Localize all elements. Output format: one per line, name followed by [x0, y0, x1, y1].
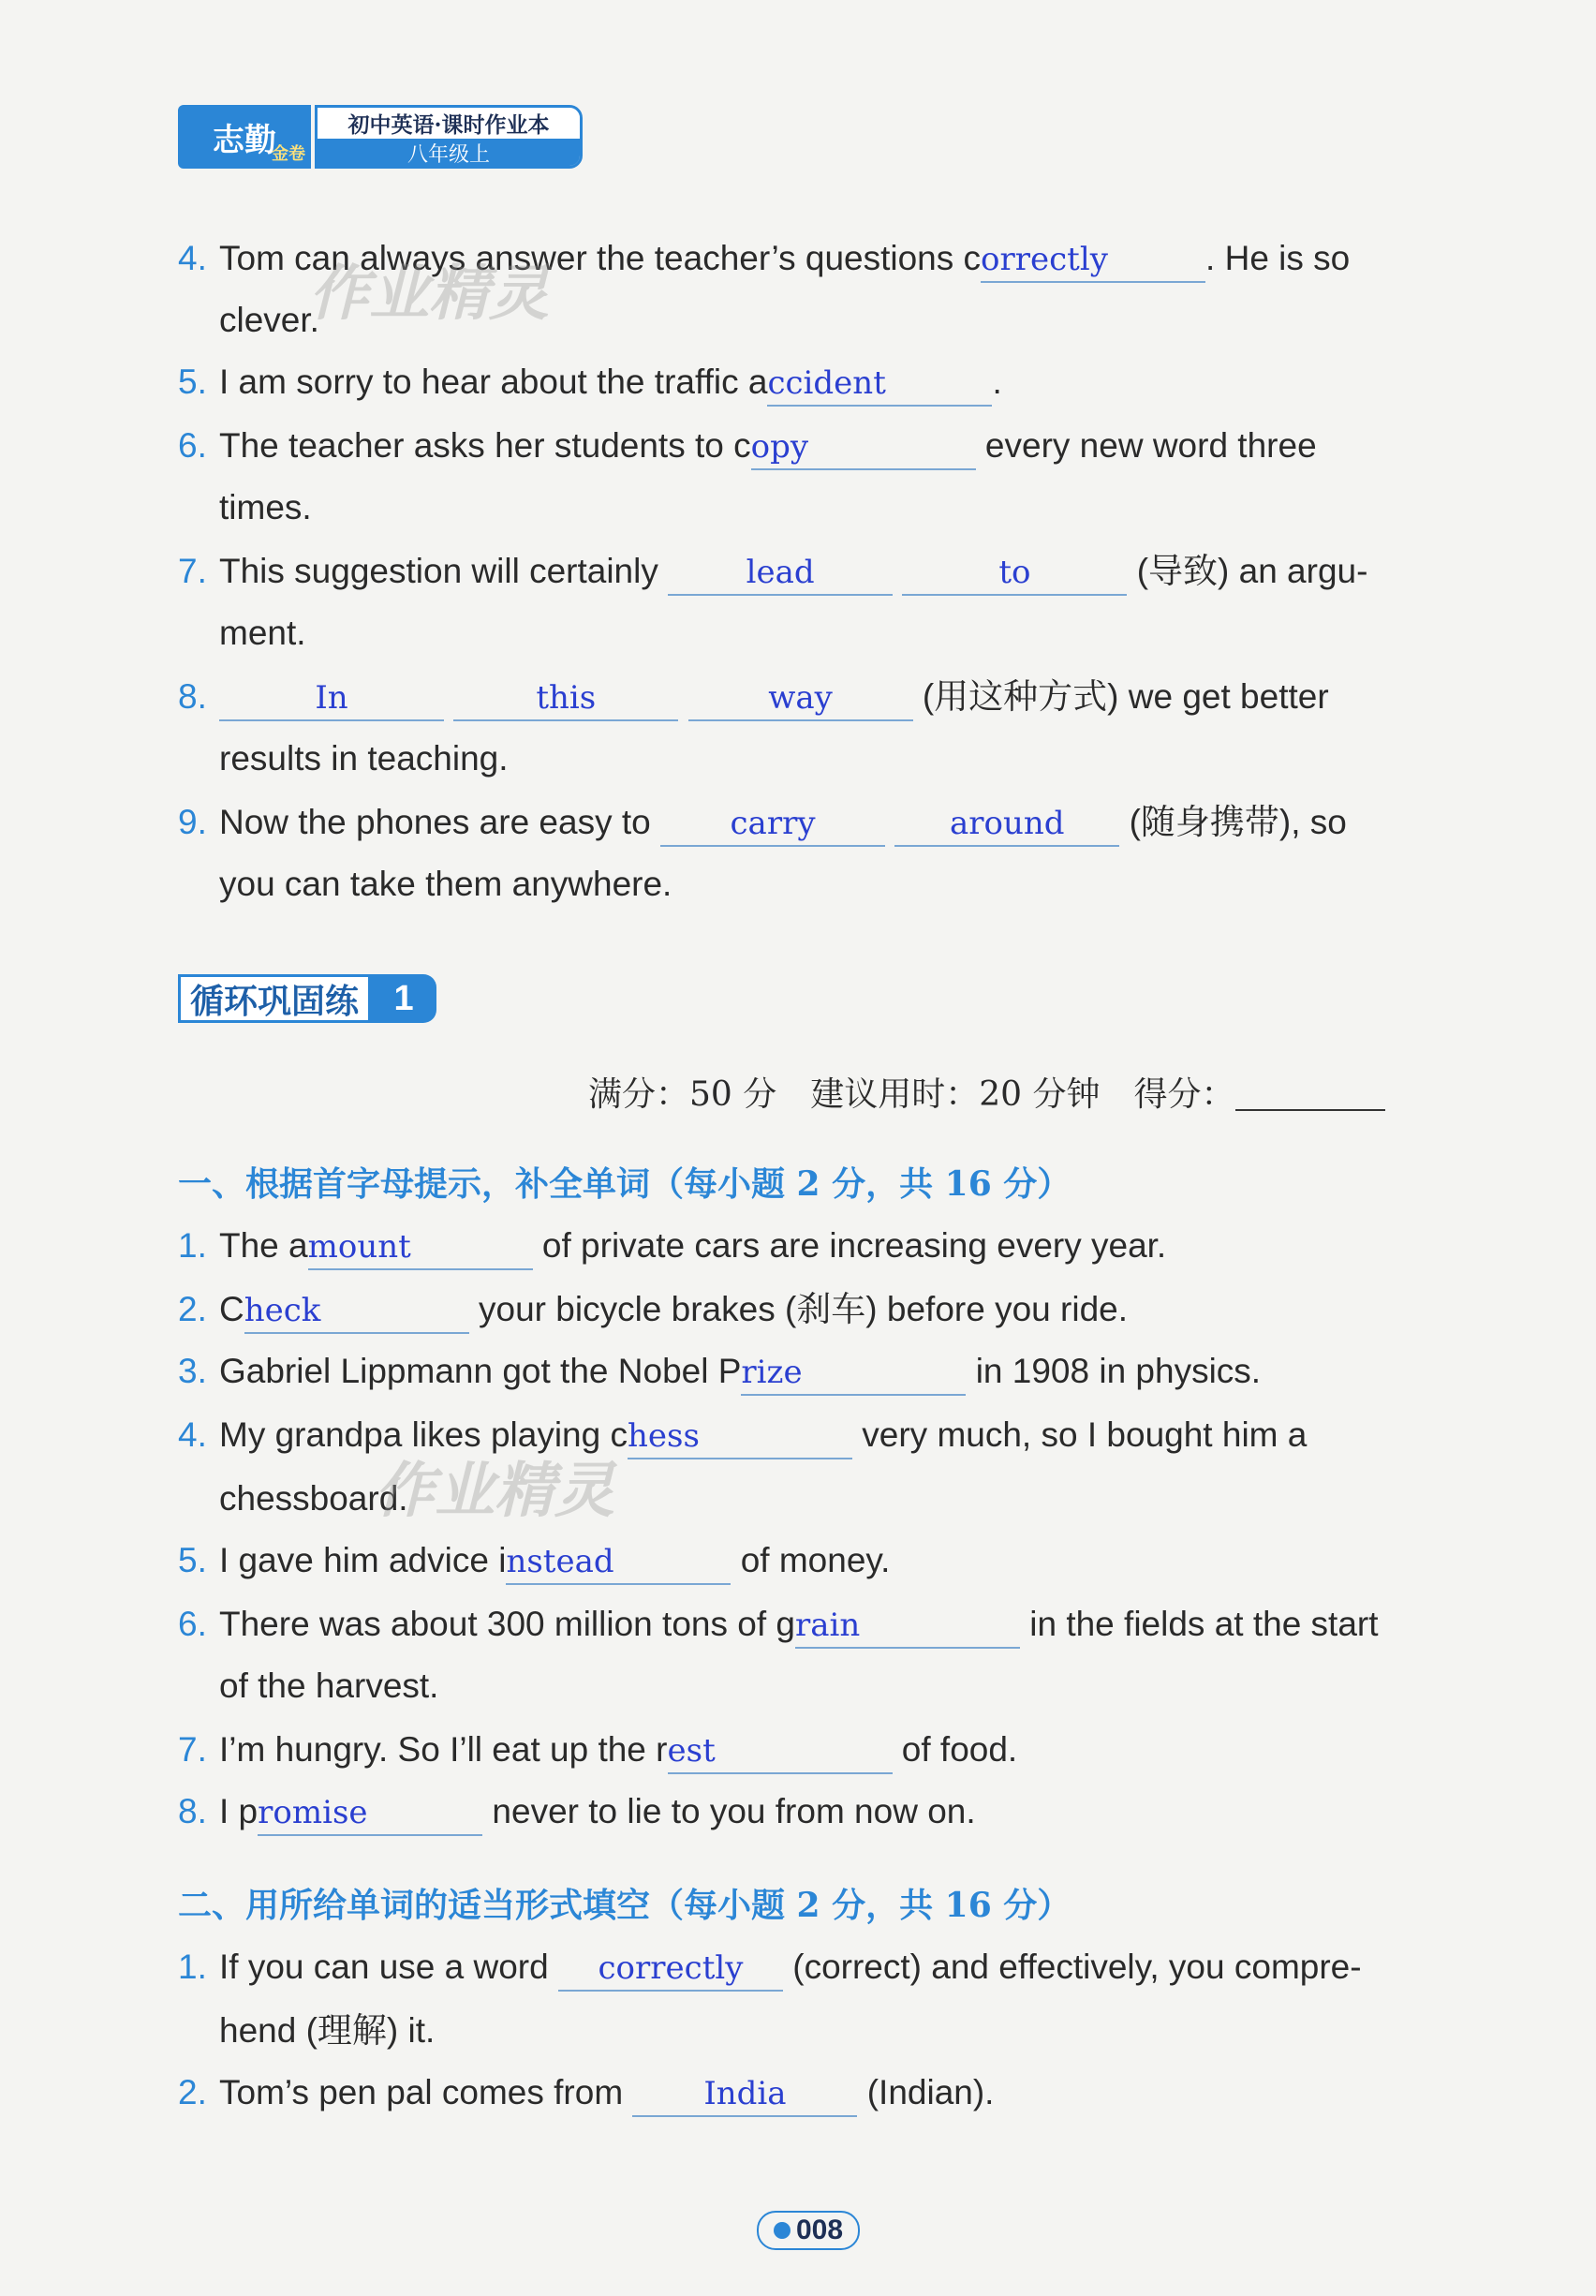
- question-text: I p: [219, 1792, 259, 1830]
- answer-blank: [667, 1732, 893, 1774]
- question-text: Now the phones are easy to: [219, 803, 651, 841]
- question-text: (随身携带), so: [1129, 803, 1347, 841]
- answer: rize: [741, 1354, 803, 1391]
- answer-blank: [750, 428, 976, 470]
- answer-blank: [307, 1228, 533, 1270]
- question-continuation: clever.: [219, 301, 319, 339]
- answer-blank: [453, 679, 678, 721]
- answer: nstead: [506, 1543, 614, 1580]
- question-text: If you can use a word: [219, 1948, 549, 1986]
- page-number: [757, 2211, 860, 2250]
- answer: heck: [244, 1292, 321, 1329]
- answer: India: [703, 2075, 787, 2112]
- question-continuation: chessboard.: [219, 1479, 408, 1518]
- question-text: Tom can always answer the teacher’s questions c: [219, 239, 982, 277]
- answer-blank: [741, 1356, 966, 1396]
- answer: In: [315, 679, 348, 717]
- question-text: (用这种方式) we get better: [922, 677, 1329, 716]
- question-text: of food.: [901, 1730, 1018, 1769]
- answer-blank: [981, 241, 1205, 283]
- question-continuation: you can take them anywhere.: [219, 865, 672, 903]
- page-number-text: 008: [795, 2215, 844, 2245]
- question-a6: [178, 425, 1317, 470]
- answer: lead: [746, 554, 815, 591]
- question-continuation: results in teaching.: [219, 739, 509, 778]
- question-number: 1.: [178, 1226, 207, 1265]
- question-b2: [178, 1289, 1128, 1334]
- watermark: 作业精灵: [309, 259, 549, 327]
- question-text: of private cars are increasing every year.: [541, 1226, 1167, 1265]
- score-blank[interactable]: [1235, 1072, 1385, 1111]
- question-c2: [178, 2072, 994, 2117]
- question-text: Tom’s pen pal comes from: [219, 2073, 624, 2111]
- question-text: your bicycle brakes (刹车) before you ride.: [479, 1290, 1129, 1328]
- question-c1: [178, 1947, 1362, 1992]
- question-text: Gabriel Lippmann got the Nobel P: [219, 1352, 742, 1390]
- question-b4: [178, 1415, 1307, 1459]
- score-line: [588, 1068, 1385, 1116]
- question-text: C: [219, 1290, 244, 1328]
- question-text: . He is so: [1205, 239, 1351, 277]
- answer: mount: [307, 1228, 411, 1266]
- question-b5: [178, 1540, 890, 1585]
- question-continuation: ment.: [219, 614, 306, 652]
- question-number: 4.: [178, 1415, 207, 1454]
- question-text: in the fields at the start: [1029, 1605, 1379, 1643]
- section-number: 1: [371, 974, 436, 1023]
- question-a9: [178, 802, 1347, 847]
- watermark: 作业精灵: [375, 1457, 614, 1524]
- page-dot: [774, 2222, 791, 2239]
- answer: est: [667, 1732, 716, 1770]
- answer-blank: [558, 1949, 783, 1992]
- question-text: The a: [219, 1226, 308, 1265]
- question-text: of money.: [740, 1541, 891, 1579]
- answer: romise: [258, 1794, 368, 1831]
- question-b3: [178, 1351, 1261, 1396]
- question-number: 9.: [178, 803, 207, 841]
- answer: way: [768, 679, 833, 717]
- answer-blank: [688, 679, 913, 721]
- book-grade: 八年级上: [318, 139, 580, 168]
- answer: hess: [628, 1417, 700, 1455]
- book-title: 初中英语·课时作业本: [318, 108, 580, 139]
- answer-blank: [795, 1609, 1020, 1649]
- answer-blank: [219, 679, 444, 721]
- question-number: 8.: [178, 677, 207, 716]
- answer-blank: [668, 556, 893, 596]
- section-title: 循环巩固练: [178, 974, 371, 1023]
- answer-blank: [660, 807, 885, 847]
- question-continuation: of the harvest.: [219, 1666, 439, 1705]
- question-b1: [178, 1225, 1166, 1270]
- question-text: very much, so I bought him a: [862, 1415, 1308, 1454]
- question-a7: [178, 551, 1367, 596]
- question-number: 1.: [178, 1948, 207, 1986]
- question-number: 4.: [178, 239, 207, 277]
- section-heading-1: 一、根据首字母提示，补全单词（每小题 2 分，共 16 分）: [178, 1164, 1071, 1204]
- answer-blank: [902, 556, 1127, 596]
- book-header: [178, 105, 583, 169]
- question-number: 2.: [178, 1290, 207, 1328]
- answer: orrectly: [981, 241, 1108, 278]
- question-number: 7.: [178, 1730, 207, 1769]
- answer: correctly: [598, 1949, 744, 1987]
- answer: carry: [730, 805, 816, 842]
- answer-blank: [632, 2075, 857, 2117]
- question-number: 2.: [178, 2073, 207, 2111]
- question-number: 6.: [178, 1605, 207, 1643]
- answer: opy: [750, 428, 809, 466]
- score-text: 满分：50 分 建议用时：20 分钟 得分：: [588, 1075, 1235, 1114]
- question-number: 6.: [178, 426, 207, 465]
- question-number: 3.: [178, 1352, 207, 1390]
- question-text: My grandpa likes playing c: [219, 1415, 628, 1454]
- answer: around: [950, 805, 1065, 842]
- answer-blank: [767, 364, 992, 407]
- question-number: 5.: [178, 363, 207, 401]
- publisher-logo: [178, 105, 311, 169]
- question-b8: [178, 1791, 976, 1836]
- question-continuation: hend (理解) it.: [219, 2011, 436, 2050]
- question-text: I am sorry to hear about the traffic a: [219, 363, 768, 401]
- answer-blank: [244, 1292, 469, 1334]
- answer-blank: [628, 1417, 852, 1459]
- book-title-box: [315, 105, 583, 169]
- answer-blank: [506, 1543, 731, 1585]
- question-text: never to lie to you from now on.: [492, 1792, 976, 1830]
- answer: rain: [794, 1607, 861, 1644]
- question-text: The teacher asks her students to c: [219, 426, 751, 465]
- question-text: (导致) an argu-: [1136, 552, 1368, 590]
- question-number: 8.: [178, 1792, 207, 1830]
- logo-text: 志勤: [213, 121, 276, 159]
- question-text: in 1908 in physics.: [975, 1352, 1262, 1390]
- question-text: I’m hungry. So I’ll eat up the r: [219, 1730, 668, 1769]
- question-b6: [178, 1604, 1379, 1649]
- question-text: I gave him advice i: [219, 1541, 507, 1579]
- question-text: (correct) and effectively, you compre-: [792, 1948, 1362, 1986]
- question-b7: [178, 1729, 1017, 1774]
- section-banner: [178, 974, 436, 1023]
- answer: ccident: [767, 364, 886, 402]
- question-text: every new word three: [984, 426, 1317, 465]
- answer-blank: [894, 807, 1119, 847]
- question-continuation: times.: [219, 488, 312, 526]
- question-text: .: [992, 363, 1002, 401]
- answer: to: [998, 554, 1031, 591]
- question-a8: [178, 676, 1329, 721]
- question-number: 5.: [178, 1541, 207, 1579]
- answer: this: [536, 679, 597, 717]
- question-text: There was about 300 million tons of g: [219, 1605, 795, 1643]
- question-a5: [178, 362, 1002, 407]
- question-text: This suggestion will certainly: [219, 552, 658, 590]
- section-heading-2: 二、用所给单词的适当形式填空（每小题 2 分，共 16 分）: [178, 1886, 1071, 1925]
- logo-sub: 金卷: [272, 144, 305, 164]
- answer-blank: [258, 1794, 482, 1836]
- question-text: (Indian).: [866, 2073, 995, 2111]
- question-number: 7.: [178, 552, 207, 590]
